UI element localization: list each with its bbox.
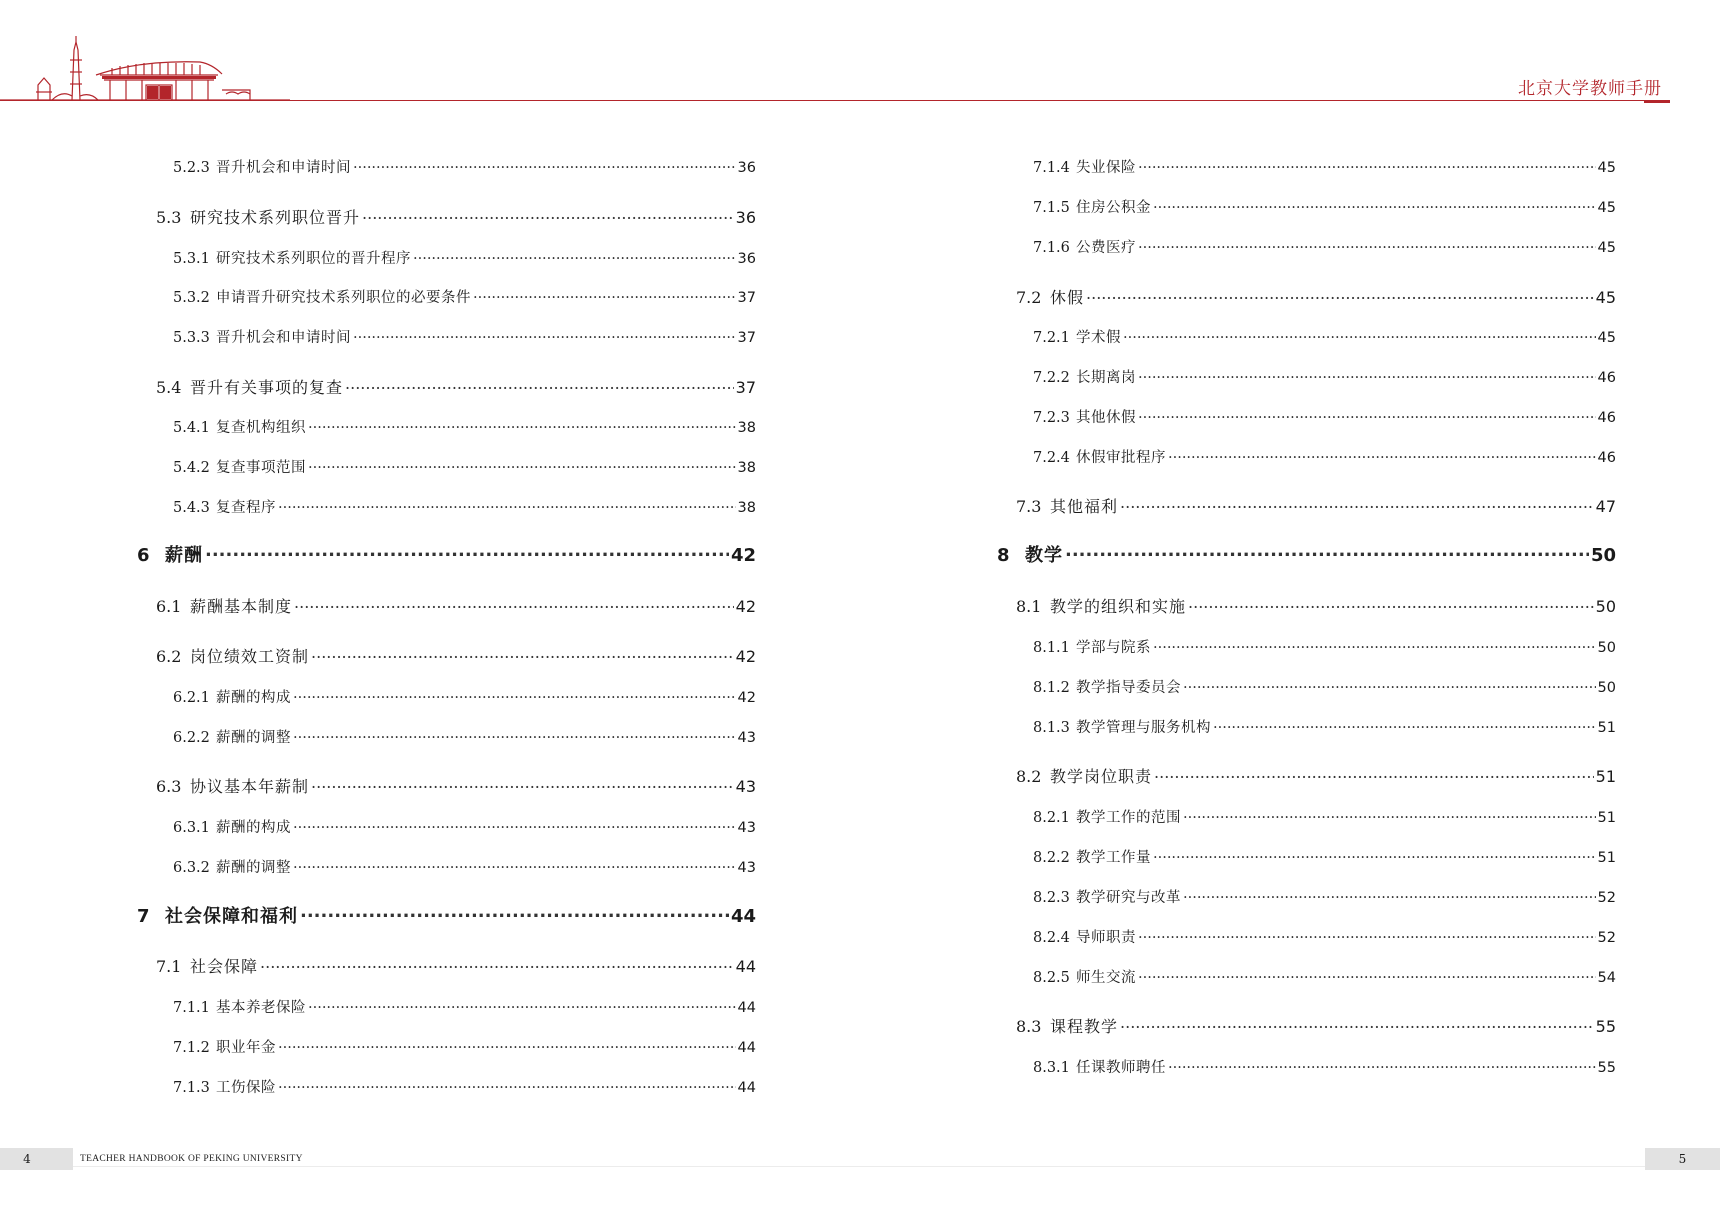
toc-entry[interactable] <box>1033 326 1616 347</box>
toc-entry-page: 51 <box>1597 810 1616 826</box>
toc-entry-title: 长期离岗 <box>1076 370 1136 386</box>
toc-entry-number: 7.2 <box>1016 288 1042 307</box>
toc-entry-number: 6.2.2 <box>173 730 210 746</box>
toc-entry[interactable] <box>1033 966 1616 987</box>
toc-entry-page: 51 <box>1595 767 1616 786</box>
toc-entry-page: 42 <box>730 545 756 566</box>
toc-entry-page: 45 <box>1597 200 1616 216</box>
page-header <box>0 0 1720 110</box>
toc-entry[interactable] <box>1016 764 1616 787</box>
toc-dot-leader <box>294 596 734 612</box>
toc-dot-leader <box>1138 968 1596 983</box>
toc-entry-title: 复查事项范围 <box>216 460 306 476</box>
toc-entry-number: 8.2 <box>1016 767 1042 786</box>
toc-entry[interactable] <box>1033 676 1616 697</box>
toc-entry-title: 社会保障和福利 <box>165 906 298 927</box>
toc-entry-page: 42 <box>735 647 756 666</box>
toc-dot-leader <box>1154 766 1594 782</box>
toc-entry[interactable] <box>173 726 756 747</box>
toc-entry-title: 任课教师聘任 <box>1076 1060 1166 1076</box>
toc-entry-number: 8.3 <box>1016 1017 1042 1036</box>
toc-entry-title: 教学 <box>1025 545 1063 566</box>
toc-entry-page: 36 <box>737 160 756 176</box>
toc-entry-title: 学术假 <box>1076 330 1121 346</box>
toc-entry[interactable] <box>1033 806 1616 827</box>
toc-entry-page: 37 <box>737 330 756 346</box>
toc-entry[interactable] <box>1033 236 1616 257</box>
toc-entry-page: 51 <box>1597 850 1616 866</box>
toc-entry-page: 46 <box>1597 450 1616 466</box>
toc-entry-page: 50 <box>1590 545 1616 566</box>
toc-entry[interactable] <box>1033 366 1616 387</box>
toc-entry-title: 晋升有关事项的复查 <box>190 378 344 397</box>
header-title: 北京大学教师手册 <box>1518 79 1662 99</box>
toc-entry-title: 研究技术系列职位晋升 <box>190 208 361 227</box>
header-rule-accent <box>1644 100 1670 103</box>
toc-entry-title: 薪酬的调整 <box>216 860 291 876</box>
toc-entry-page: 45 <box>1595 288 1616 307</box>
toc-entry-page: 50 <box>1597 640 1616 656</box>
toc-entry-title: 职业年金 <box>216 1040 276 1056</box>
toc-entry-number: 7.1.5 <box>1033 200 1070 216</box>
toc-entry-number: 7.2.2 <box>1033 370 1070 386</box>
toc-dot-leader <box>293 818 736 833</box>
toc-entry-page: 47 <box>1595 497 1616 516</box>
toc-dot-leader <box>1138 158 1596 173</box>
toc-entry-title: 工伤保险 <box>216 1080 276 1096</box>
toc-dot-leader <box>205 543 729 561</box>
toc-dot-leader <box>1183 678 1596 693</box>
toc-entry[interactable] <box>156 205 756 228</box>
toc-dot-leader <box>1138 368 1596 383</box>
toc-entry-title: 研究技术系列职位的晋升程序 <box>216 251 411 267</box>
toc-entry-page: 42 <box>735 597 756 616</box>
toc-entry-page: 55 <box>1597 1060 1616 1076</box>
toc-entry-number: 6.3 <box>156 777 182 796</box>
toc-entry-number: 8.1 <box>1016 597 1042 616</box>
toc-dot-leader <box>1086 287 1594 303</box>
toc-dot-leader <box>293 688 736 703</box>
page-footer <box>0 1148 1720 1170</box>
toc-dot-leader <box>1153 198 1596 213</box>
toc-entry-number: 7.2.4 <box>1033 450 1070 466</box>
toc-entry-number: 6.2 <box>156 647 182 666</box>
toc-dot-leader <box>1120 496 1594 512</box>
toc-dot-leader <box>308 998 736 1013</box>
toc-entry[interactable] <box>173 996 756 1017</box>
toc-entry-title: 复查程序 <box>216 500 276 516</box>
toc-entry-number: 7.2.1 <box>1033 330 1070 346</box>
toc-entry[interactable] <box>997 541 1616 567</box>
toc-entry[interactable] <box>173 286 756 307</box>
toc-entry-title: 申请晋升研究技术系列职位的必要条件 <box>216 290 471 306</box>
toc-entry-number: 8.1.1 <box>1033 640 1070 656</box>
toc-entry-number: 7 <box>137 906 150 927</box>
toc-entry[interactable] <box>137 541 756 567</box>
toc-entry-title: 薪酬 <box>165 545 203 566</box>
toc-entry-number: 5.2.3 <box>173 160 210 176</box>
toc-entry-title: 薪酬的构成 <box>216 690 291 706</box>
toc-dot-leader <box>473 288 736 303</box>
toc-entry-number: 7.2.3 <box>1033 410 1070 426</box>
toc-entry-title: 教学工作量 <box>1076 850 1151 866</box>
toc-entry-number: 5.4.2 <box>173 460 210 476</box>
toc-entry-number: 7.3 <box>1016 497 1042 516</box>
toc-entry-number: 7.1.2 <box>173 1040 210 1056</box>
toc-entry-page: 44 <box>737 1040 756 1056</box>
toc-entry[interactable] <box>156 644 756 667</box>
toc-entry[interactable] <box>1033 926 1616 947</box>
toc-entry-title: 其他福利 <box>1050 497 1119 516</box>
toc-entry-title: 教学工作的范围 <box>1076 810 1181 826</box>
toc-entry-number: 7.1.1 <box>173 1000 210 1016</box>
toc-dot-leader <box>308 458 736 473</box>
toc-entry-page: 44 <box>735 957 756 976</box>
toc-entry-page: 37 <box>737 290 756 306</box>
toc-entry-number: 8.2.1 <box>1033 810 1070 826</box>
toc-entry[interactable] <box>173 326 756 347</box>
toc-entry-page: 46 <box>1597 410 1616 426</box>
toc-dot-leader <box>278 1078 736 1093</box>
toc-entry[interactable] <box>1016 594 1616 617</box>
toc-entry-title: 薪酬的构成 <box>216 820 291 836</box>
toc-dot-leader <box>413 249 736 264</box>
toc-dot-leader <box>1168 448 1596 463</box>
toc-entry-number: 7.1.6 <box>1033 240 1070 256</box>
toc-entry-number: 8.3.1 <box>1033 1060 1070 1076</box>
toc-entry-number: 5.4 <box>156 378 182 397</box>
toc-dot-leader <box>1213 718 1596 733</box>
toc-entry-title: 教学研究与改革 <box>1076 890 1181 906</box>
toc-entry-number: 8.1.2 <box>1033 680 1070 696</box>
toc-entry-page: 46 <box>1597 370 1616 386</box>
toc-entry-title: 协议基本年薪制 <box>190 777 310 796</box>
toc-entry[interactable] <box>1016 1014 1616 1037</box>
toc-entry[interactable] <box>156 594 756 617</box>
toc-dot-leader <box>1153 848 1596 863</box>
toc-entry-title: 课程教学 <box>1050 1017 1119 1036</box>
toc-entry-title: 教学岗位职责 <box>1050 767 1153 786</box>
toc-entry-number: 8.2.4 <box>1033 930 1070 946</box>
toc-entry-title: 复查机构组织 <box>216 420 306 436</box>
toc-entry[interactable] <box>173 856 756 877</box>
toc-entry-title: 薪酬的调整 <box>216 730 291 746</box>
toc-entry-title: 薪酬基本制度 <box>190 597 293 616</box>
toc-dot-leader <box>353 328 736 343</box>
toc-dot-leader <box>278 498 736 513</box>
toc-dot-leader <box>1183 808 1596 823</box>
toc-entry[interactable] <box>173 156 756 177</box>
toc-dot-leader <box>260 956 734 972</box>
toc-dot-leader <box>311 776 734 792</box>
toc-entry-title: 教学的组织和实施 <box>1050 597 1187 616</box>
header-rule <box>0 100 1668 101</box>
toc-entry-number: 7.1.3 <box>173 1080 210 1096</box>
toc-dot-leader <box>1065 543 1589 561</box>
toc-dot-leader <box>362 207 734 223</box>
toc-entry-title: 休假审批程序 <box>1076 450 1166 466</box>
toc-entry[interactable] <box>173 1076 756 1097</box>
toc-entry[interactable] <box>173 416 756 437</box>
toc-entry-title: 教学管理与服务机构 <box>1076 720 1211 736</box>
peking-university-gate-logo <box>0 30 290 105</box>
toc-entry[interactable] <box>1033 446 1616 467</box>
toc-entry-page: 38 <box>737 500 756 516</box>
toc-entry-page: 38 <box>737 460 756 476</box>
toc-dot-leader <box>293 858 736 873</box>
toc-entry[interactable] <box>156 954 756 977</box>
toc-entry-title: 住房公积金 <box>1076 200 1151 216</box>
toc-dot-leader <box>1138 238 1596 253</box>
toc-entry[interactable] <box>156 774 756 797</box>
toc-dot-leader <box>1123 328 1596 343</box>
toc-entry-page: 36 <box>737 251 756 267</box>
toc-entry[interactable] <box>173 456 756 477</box>
toc-entry-title: 休假 <box>1050 288 1085 307</box>
toc-entry[interactable] <box>156 375 756 398</box>
toc-entry[interactable] <box>1033 196 1616 217</box>
toc-entry-title: 教学指导委员会 <box>1076 680 1181 696</box>
toc-entry-page: 51 <box>1597 720 1616 736</box>
toc-entry-page: 50 <box>1597 680 1616 696</box>
toc-dot-leader <box>345 377 734 393</box>
toc-entry-page: 50 <box>1595 597 1616 616</box>
toc-dot-leader <box>353 158 736 173</box>
toc-entry-title: 导师职责 <box>1076 930 1136 946</box>
toc-entry-page: 55 <box>1595 1017 1616 1036</box>
toc-entry-page: 45 <box>1597 160 1616 176</box>
footer-rule <box>73 1166 1645 1167</box>
toc-dot-leader <box>1188 596 1594 612</box>
toc-entry-number: 8 <box>997 545 1010 566</box>
toc-entry[interactable] <box>1033 846 1616 867</box>
toc-entry-number: 5.3.1 <box>173 251 210 267</box>
footer-handbook-title: TEACHER HANDBOOK OF PEKING UNIVERSITY <box>80 1154 303 1164</box>
toc-entry-number: 8.2.5 <box>1033 970 1070 986</box>
toc-entry-title: 晋升机会和申请时间 <box>216 330 351 346</box>
toc-dot-leader <box>1138 928 1596 943</box>
toc-dot-leader <box>1153 638 1596 653</box>
toc-entry-number: 5.3 <box>156 208 182 227</box>
toc-entry-title: 师生交流 <box>1076 970 1136 986</box>
toc-entry[interactable] <box>1033 636 1616 657</box>
toc-dot-leader <box>311 646 734 662</box>
toc-entry[interactable] <box>1016 285 1616 308</box>
toc-entry[interactable] <box>1033 156 1616 177</box>
toc-entry-number: 5.4.1 <box>173 420 210 436</box>
toc-entry[interactable] <box>173 247 756 268</box>
toc-entry[interactable] <box>1033 886 1616 907</box>
toc-entry-page: 42 <box>737 690 756 706</box>
toc-dot-leader <box>300 904 729 922</box>
toc-entry[interactable] <box>173 816 756 837</box>
toc-dot-leader <box>1138 408 1596 423</box>
toc-entry-page: 52 <box>1597 890 1616 906</box>
toc-entry-number: 8.1.3 <box>1033 720 1070 736</box>
toc-entry-number: 7.1 <box>156 957 182 976</box>
toc-entry[interactable] <box>1033 716 1616 737</box>
toc-entry-number: 6.3.1 <box>173 820 210 836</box>
toc-entry-number: 7.1.4 <box>1033 160 1070 176</box>
toc-entry-page: 43 <box>735 777 756 796</box>
toc-entry[interactable] <box>1016 494 1616 517</box>
toc-entry-page: 43 <box>737 860 756 876</box>
toc-entry-page: 44 <box>730 906 756 927</box>
toc-entry[interactable] <box>173 686 756 707</box>
toc-dot-leader <box>293 728 736 743</box>
toc-entry-title: 其他休假 <box>1076 410 1136 426</box>
toc-dot-leader <box>278 1038 736 1053</box>
toc-entry-number: 6.2.1 <box>173 690 210 706</box>
toc-entry-page: 44 <box>737 1000 756 1016</box>
toc-entry-page: 36 <box>735 208 756 227</box>
toc-entry-title: 基本养老保险 <box>216 1000 306 1016</box>
toc-entry-page: 43 <box>737 730 756 746</box>
toc-entry-page: 54 <box>1597 970 1616 986</box>
toc-entry-title: 学部与院系 <box>1076 640 1151 656</box>
toc-entry-page: 38 <box>737 420 756 436</box>
right-page-number: 5 <box>1678 1152 1687 1166</box>
toc-entry[interactable] <box>1033 406 1616 427</box>
toc-entry-page: 37 <box>735 378 756 397</box>
toc-entry-number: 6.1 <box>156 597 182 616</box>
toc-entry-number: 5.3.2 <box>173 290 210 306</box>
toc-entry-title: 晋升机会和申请时间 <box>216 160 351 176</box>
toc-entry-title: 岗位绩效工资制 <box>190 647 310 666</box>
toc-entry-number: 5.4.3 <box>173 500 210 516</box>
toc-entry-page: 52 <box>1597 930 1616 946</box>
toc-dot-leader <box>1120 1016 1594 1032</box>
toc-entry[interactable] <box>173 1036 756 1057</box>
toc-entry-number: 6 <box>137 545 150 566</box>
toc-entry-page: 45 <box>1597 240 1616 256</box>
toc-dot-leader <box>308 418 736 433</box>
toc-entry-number: 6.3.2 <box>173 860 210 876</box>
toc-entry[interactable] <box>137 902 756 928</box>
toc-entry-page: 43 <box>737 820 756 836</box>
toc-entry-title: 失业保险 <box>1076 160 1136 176</box>
left-page-number-text: 4 <box>23 1152 31 1166</box>
toc-entry-page: 45 <box>1597 330 1616 346</box>
toc-dot-leader <box>1183 888 1596 903</box>
toc-entry-page: 44 <box>737 1080 756 1096</box>
toc-entry[interactable] <box>1033 1056 1616 1077</box>
toc-entry-number: 8.2.2 <box>1033 850 1070 866</box>
toc-entry-number: 8.2.3 <box>1033 890 1070 906</box>
toc-entry[interactable] <box>173 496 756 517</box>
toc-dot-leader <box>1168 1058 1596 1073</box>
toc-entry-number: 5.3.3 <box>173 330 210 346</box>
toc-entry-title: 社会保障 <box>190 957 259 976</box>
toc-entry-title: 公费医疗 <box>1076 240 1136 256</box>
